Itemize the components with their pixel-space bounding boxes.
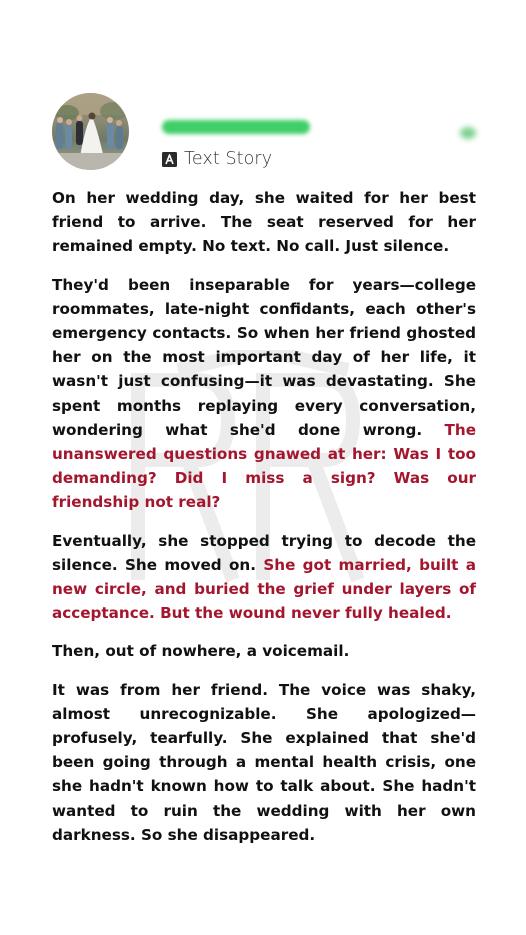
- post-header: [52, 93, 482, 173]
- story-paragraph: [52, 529, 476, 626]
- paragraph-text: On her wedding day, she waited for her best friend to arrive. The seat reserved for her remained empty. No text. No call. Just silence.: [52, 189, 476, 256]
- story-paragraph: [52, 273, 476, 515]
- author-name-redacted[interactable]: [162, 120, 310, 134]
- story-paragraph: [52, 186, 476, 259]
- story-body: [52, 186, 476, 861]
- paragraph-text: They'd been inseparable for years—college roommates, late-night confidants, each other's emergency contacts. So when her friend ghosted her on the most important day of her life, it wasn't just confusing—it was devastating. She spent months replaying every conversation, wondering what she'd done wrong.: [52, 275, 476, 439]
- paragraph-text: It was from her friend. The voice was shaky, almost unrecognizable. She apologized—profusely, tearfully. She explained that she'd been going through a mental health crisis, one she hadn't known how to talk about. She hadn't wanted to ruin the wedding with her own darkness. So she disappeared.: [52, 680, 476, 844]
- story-paragraph: [52, 678, 476, 847]
- text-story-a-icon: [162, 152, 177, 167]
- paragraph-text: Then, out of nowhere, a voicemail.: [52, 642, 350, 661]
- story-paragraph: [52, 639, 476, 663]
- text-story-badge: [162, 148, 272, 170]
- paragraph-text: Eventually, she stopped trying to decode the silence. She moved on.: [52, 531, 476, 574]
- badge-label: Text Story: [184, 149, 273, 169]
- highlighted-text: She got married, built a new circle, and buried the grief under layers of acceptance. But the wound never fully healed.: [52, 555, 476, 623]
- avatar[interactable]: [52, 93, 129, 170]
- highlighted-text: The unanswered questions gnawed at her: Was I too demanding? Did I miss a sign? Was our friendship not real?: [52, 420, 476, 512]
- blurred-mark: [460, 127, 476, 139]
